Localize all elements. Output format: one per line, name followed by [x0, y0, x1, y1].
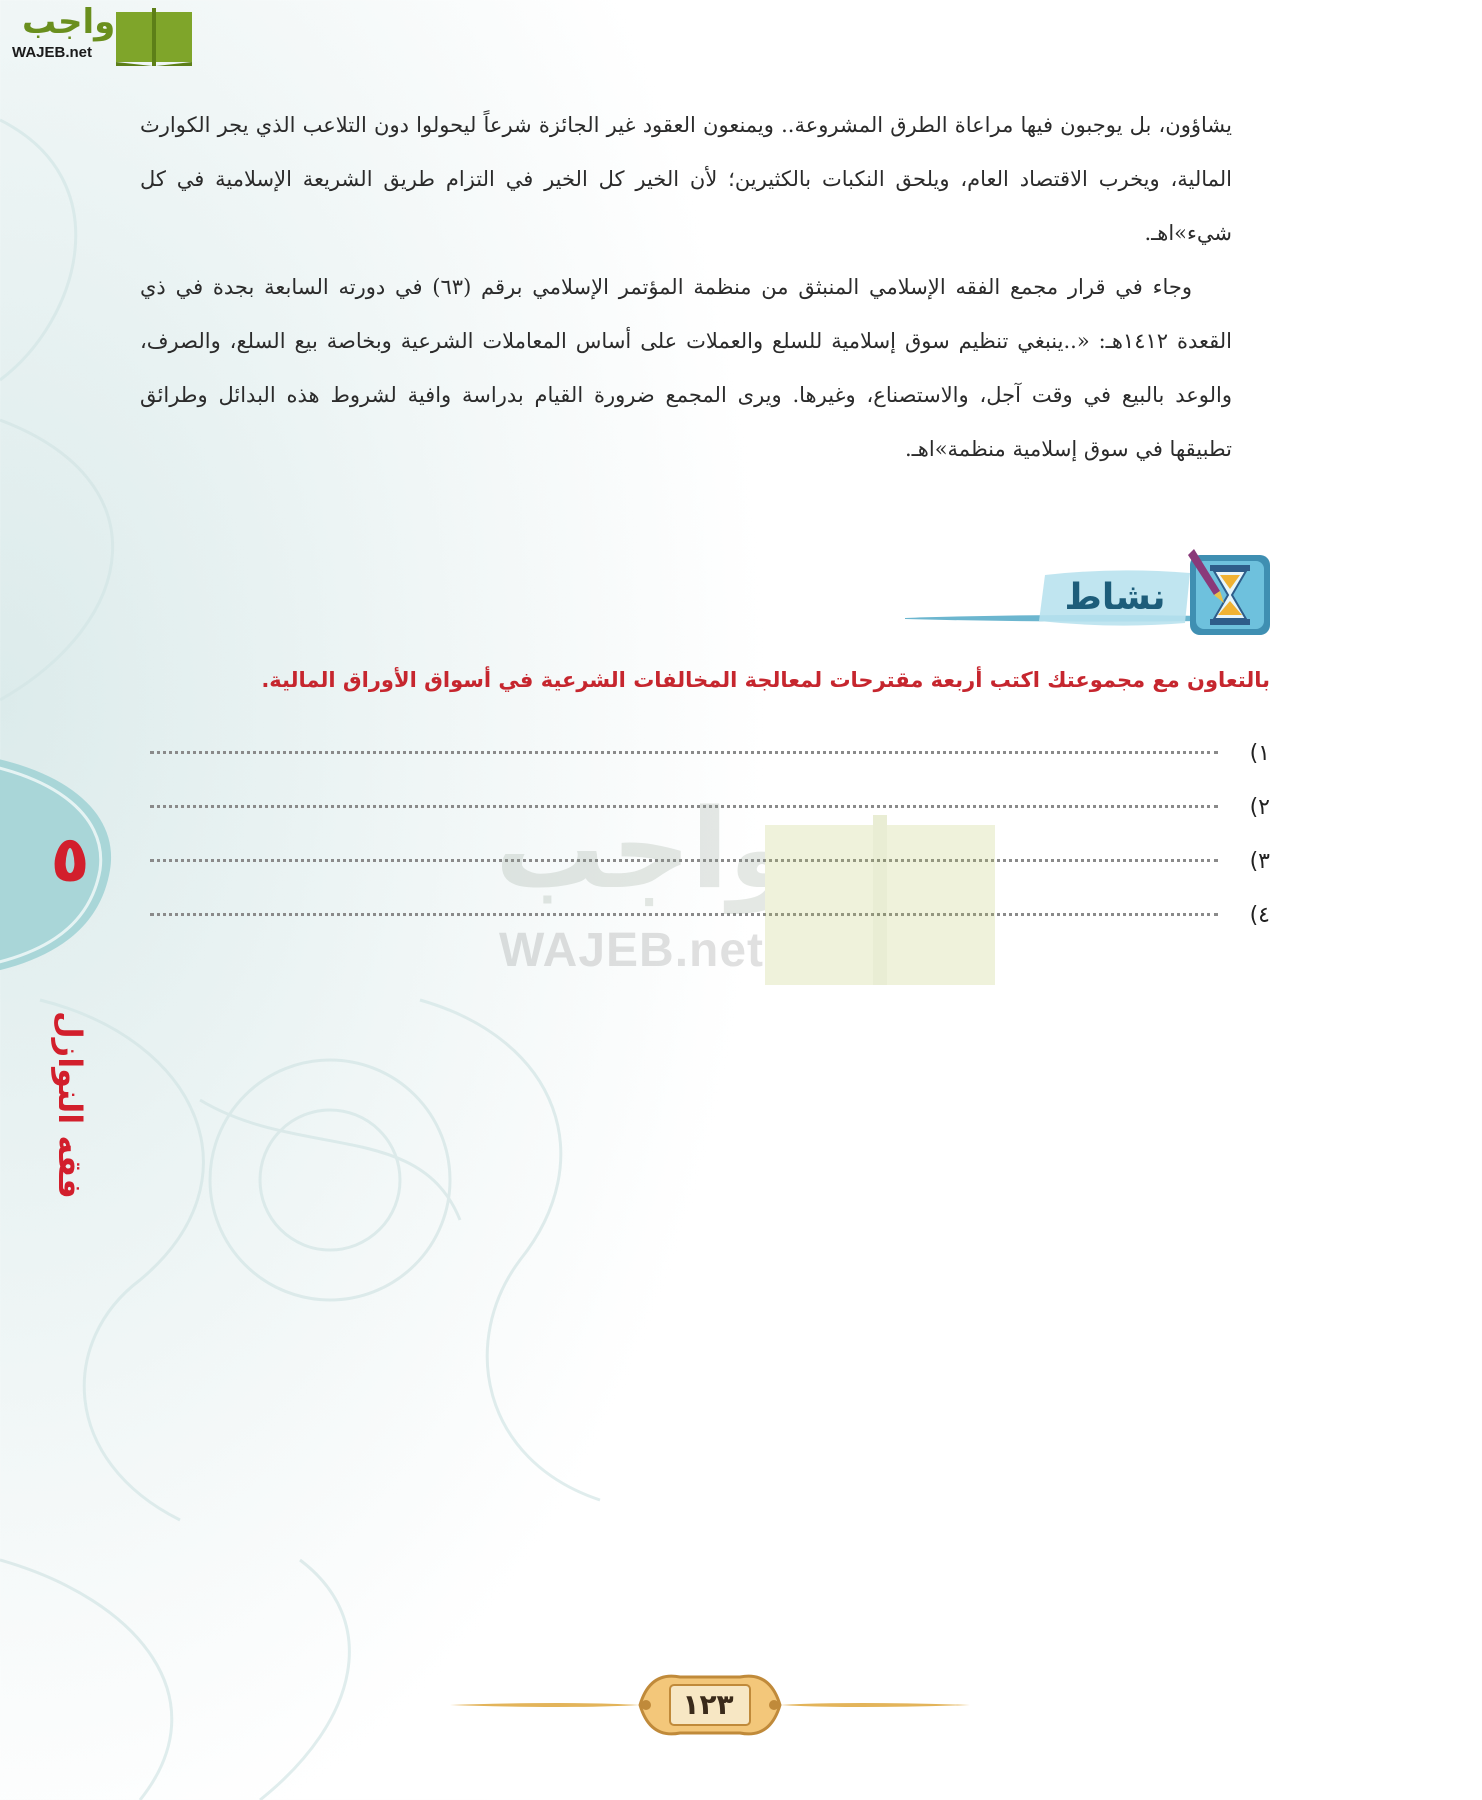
book-icon — [114, 6, 194, 68]
watermark-text-ar: واجب — [495, 785, 797, 913]
watermark — [495, 785, 995, 985]
activity-header — [905, 545, 1275, 645]
answer-line[interactable] — [150, 751, 1218, 754]
answer-number: ٣) — [1249, 849, 1270, 874]
watermark-book-icon — [765, 815, 995, 985]
hourglass-pen-icon — [1180, 545, 1280, 645]
page-number: ١٢٣ — [682, 1688, 734, 1721]
answer-row[interactable] — [150, 714, 1270, 768]
answer-number: ١) — [1249, 741, 1270, 766]
paragraph: وجاء في قرار مجمع الفقه الإسلامي المنبثق من منظمة المؤتمر الإسلامي برقم (٦٣) في دورته السابعة بجدة في ذي القعدة ١٤١٢هـ: «..ينبغي تنظيم سوق إسلامية للسلع والعملات على أساس المعاملات الشرعية وبخاصة بيع السلع، والصرف، والوعد بالبيع في وقت آجل، والاستصناع، وغيرها. ويرى المجمع ضرورة القيام بدراسة وافية لشروط هذه البدائل وطرائق تطبيقها في سوق إسلامية منظمة»اهـ. — [140, 275, 1233, 461]
body-text — [140, 98, 1232, 476]
brand-logo — [10, 4, 190, 68]
answer-number: ٤) — [1249, 903, 1270, 928]
chapter-number: ٥ — [50, 823, 90, 897]
activity-label: نشاط — [1064, 577, 1166, 618]
page-footer — [450, 1665, 970, 1745]
watermark-text-en: WAJEB.net — [499, 924, 765, 977]
paragraph: يشاؤون، بل يوجبون فيها مراعاة الطرق المشروعة.. ويمنعون العقود غير الجائزة شرعاً ليحولوا دون التلاعب الذي يجر الكوارث المالية، ويخرب الاقتصاد العام، ويلحق النكبات بالكثيرين؛ لأن الخير كل الخير في التزام طريق الشريعة الإسلامية في كل شيء»اهـ. — [140, 113, 1232, 245]
activity-prompt: بالتعاون مع مجموعتك اكتب أربعة مقترحات لمعالجة المخالفات الشرعية في أسواق الأوراق المالية. — [261, 668, 1270, 692]
brand-name-en: WAJEB.net — [12, 44, 93, 61]
chapter-title: فقه النوازل — [51, 1011, 89, 1199]
brand-name-ar: واجب — [22, 2, 116, 42]
answer-number: ٢) — [1249, 795, 1270, 820]
